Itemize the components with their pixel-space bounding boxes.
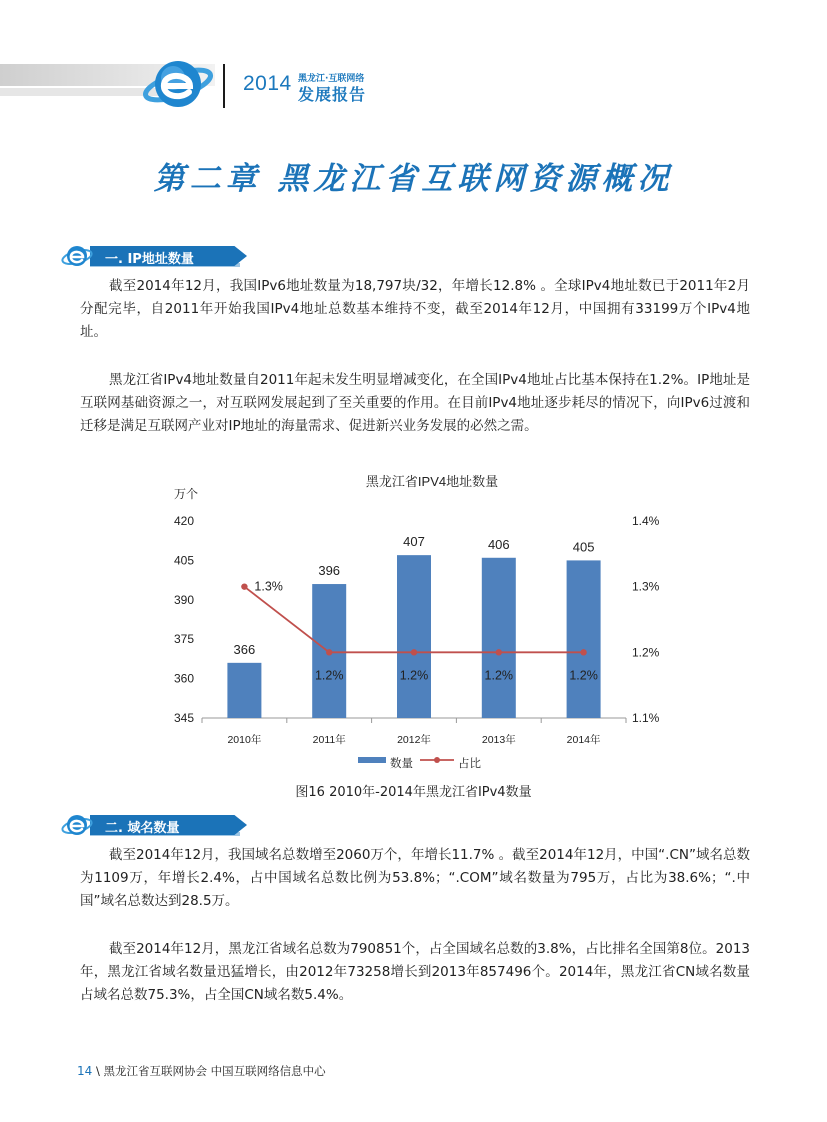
y2-tick-label: 1.1% [632,711,660,725]
legend-label: 数量 [390,758,413,770]
page-number: 14 [77,1064,93,1078]
section-heading-ip [60,241,250,271]
y2-tick-label: 1.3% [632,579,660,594]
point-占比 [326,649,332,655]
section-title: 二. 域名数量 [105,821,180,836]
y-tick-label: 345 [174,711,195,725]
footer-text: 黑龙江省互联网协会 中国互联网络信息中心 [103,1064,326,1078]
point-value-label: 1.2% [569,668,598,683]
bar-value-label: 396 [318,563,341,579]
x-tick-label: 2012年 [397,734,431,746]
legend-swatch-数量 [358,757,386,763]
bar-value-label: 405 [572,539,595,555]
chart-title: 黑龙江省IPV4地址数量 [365,474,499,489]
paragraph: 截至2014年12月，我国域名总数增至2060万个，年增长11.7% 。截至2014年12月，中国“.CN”域名总数为1109万，年增长2.4%，占中国域名总数比例为53.8%；“.COM”域名数量为795万，占比为38.6%；“.中国”域名总数达到28.5万。 [80,847,750,909]
y2-tick-label: 1.4% [632,514,660,528]
point-value-label: 1.2% [399,668,429,683]
point-value-label: 1.3% [254,579,283,594]
legend-label: 占比 [458,758,481,770]
chapter-title: 第二章 黑龙江省互联网资源概况 [153,161,674,197]
y-tick-label: 405 [174,553,195,568]
report-logo-icon [140,52,218,114]
header-divider [223,64,225,108]
y-tick-label: 375 [174,632,195,647]
section-e-icon [60,241,94,271]
bar-value-label: 366 [233,641,256,657]
legend-marker-占比 [434,757,440,763]
point-占比 [411,649,417,655]
point-value-label: 1.2% [314,668,344,683]
y2-tick-label: 1.2% [632,645,660,660]
y-tick-label: 360 [174,671,195,686]
paragraph: 黑龙江省IPv4地址数量自2011年起未发生明显增减变化，在全国IPv4地址占比基本保持在1.2%。IP地址是互联网基础资源之一，对互联网发展起到了至关重要的作用。在目前IPv4地址逐步耗尽的情况下，向IPv6过渡和迁移是满足互联网产业对IP地址的海量需求、促进新兴业务发展的必然之需。 [80,372,750,434]
ipv4-chart [160,470,680,780]
report-subtitle: 发展报告 [298,85,367,104]
footer-separator: \ [95,1064,104,1078]
chart-canvas [160,470,680,780]
section-title: 一. IP地址数量 [105,252,194,267]
x-tick-label: 2013年 [481,734,516,746]
bar-数量 [227,663,261,718]
header-band-lower [0,88,160,96]
section-e-icon [60,810,94,840]
paragraph: 截至2014年12月，黑龙江省域名总数为790851个，占全国域名总数的3.8%，占比排名全国第8位。2013年，黑龙江省域名数量迅猛增长，由2012年73258增长到2013年857496个。2014年，黑龙江省CN域名数量占域名总数75.3%，占全国CN域名数5.4%。 [80,941,750,1003]
bar-数量 [397,555,431,718]
x-tick-label: 2011年 [312,734,346,746]
x-tick-label: 2014年 [566,734,601,746]
point-value-label: 1.2% [484,668,514,683]
report-org: 黑龙江·互联网络 [298,74,365,84]
bar-value-label: 407 [403,534,425,550]
section-heading-domain [60,810,250,840]
y-tick-label: 420 [174,514,195,528]
point-占比 [496,649,502,655]
figure-caption: 图16 2010年-2014年黑龙江省IPv4数量 [295,785,532,800]
point-占比 [241,583,247,589]
point-占比 [580,649,586,655]
bar-value-label: 406 [487,536,510,552]
x-tick-label: 2010年 [227,734,262,746]
page-footer [77,1063,326,1079]
bar-数量 [482,558,516,718]
paragraph: 截至2014年12月，我国IPv6地址数量为18,797块/32，年增长12.8% 。全球IPv4地址数已于2011年2月分配完毕，自2011年开始我国IPv4地址总数基本维持不变，截至2014年12月，中国拥有33199万个IPv4地址。 [80,278,750,340]
bar-数量 [567,560,601,718]
y-axis-label: 万个 [174,487,199,501]
report-year: 2014 [243,72,292,95]
y-tick-label: 390 [174,592,195,607]
